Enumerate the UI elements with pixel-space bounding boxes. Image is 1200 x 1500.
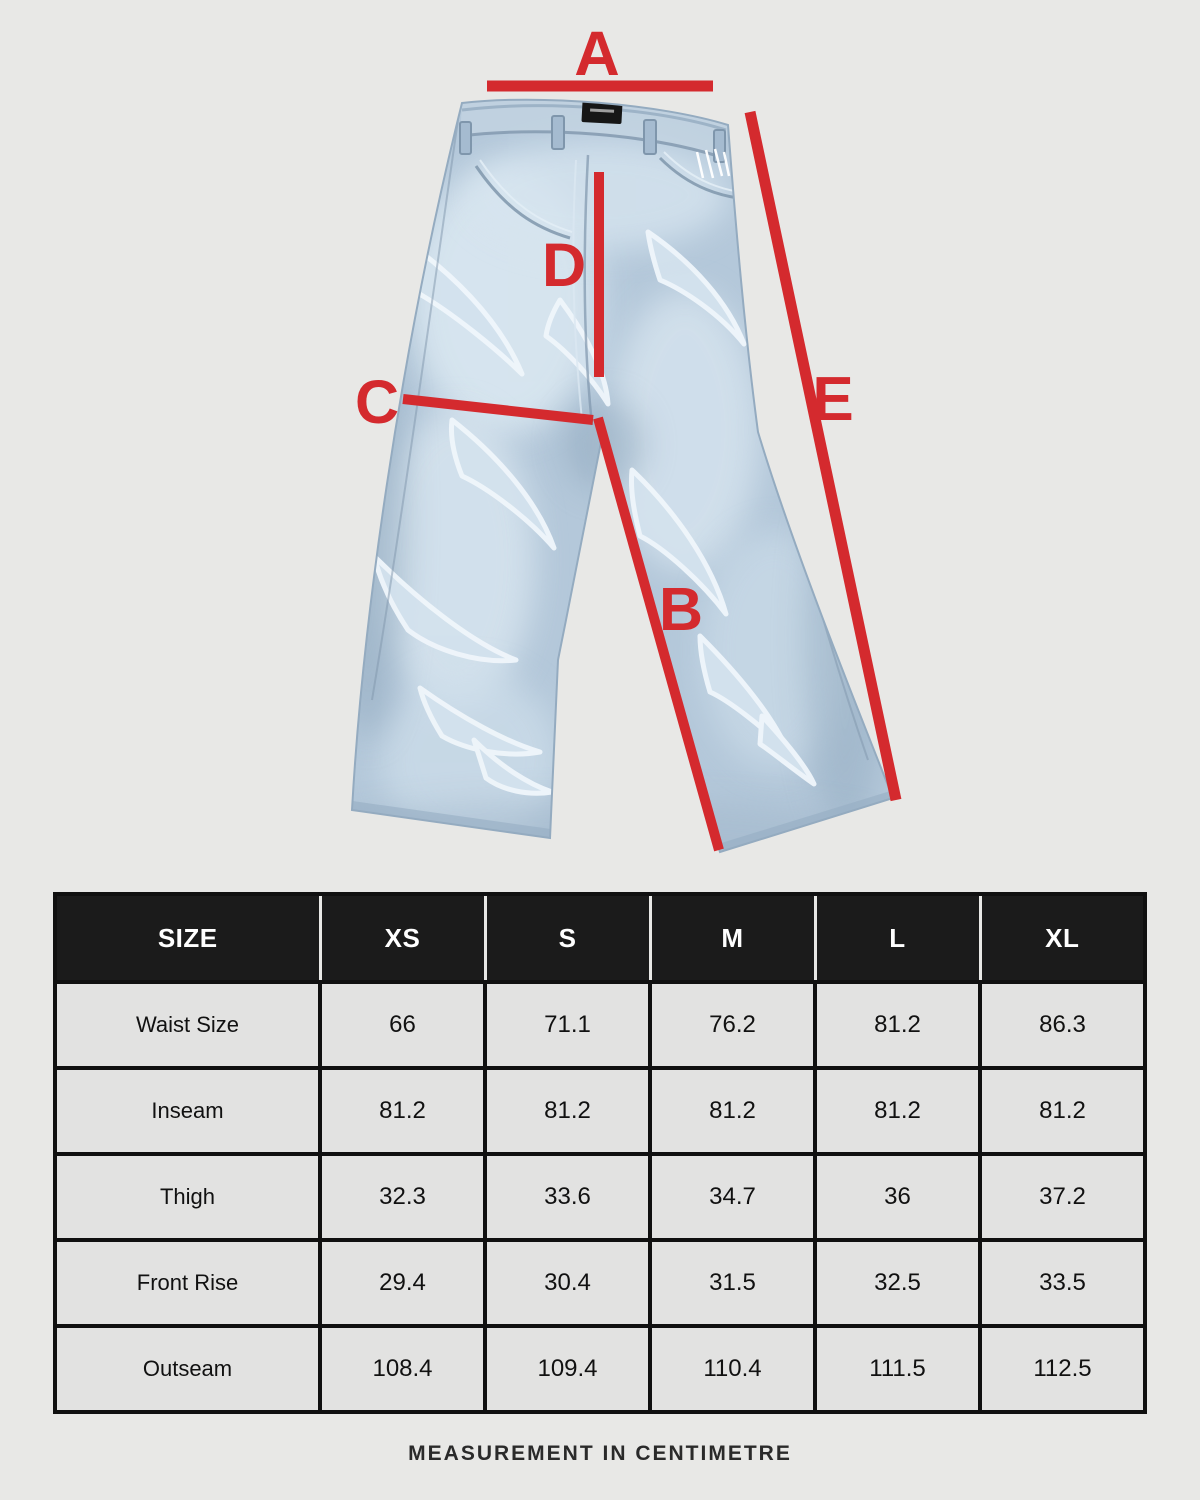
size-table-header-row <box>55 894 1145 982</box>
size-table-header-cell: SIZE <box>55 894 320 982</box>
table-row <box>55 1154 1145 1240</box>
value-cell: 34.7 <box>650 1154 815 1240</box>
value-cell: 71.1 <box>485 982 650 1068</box>
value-cell: 30.4 <box>485 1240 650 1326</box>
size-table-head <box>55 894 1145 982</box>
size-table-body <box>55 982 1145 1412</box>
value-cell: 108.4 <box>320 1326 485 1412</box>
row-label-cell: Front Rise <box>55 1240 320 1326</box>
value-cell: 81.2 <box>320 1068 485 1154</box>
size-table-header-cell: XL <box>980 894 1145 982</box>
value-cell: 81.2 <box>980 1068 1145 1154</box>
value-cell: 76.2 <box>650 982 815 1068</box>
value-cell: 66 <box>320 982 485 1068</box>
measure-label-c: C <box>354 368 400 436</box>
value-cell: 81.2 <box>815 982 980 1068</box>
table-row <box>55 1068 1145 1154</box>
value-cell: 36 <box>815 1154 980 1240</box>
value-cell: 111.5 <box>815 1326 980 1412</box>
row-label-cell: Outseam <box>55 1326 320 1412</box>
measure-label-a: A <box>574 19 620 89</box>
measure-label-d: D <box>541 231 587 299</box>
table-row <box>55 1326 1145 1412</box>
row-label-cell: Waist Size <box>55 982 320 1068</box>
value-cell: 109.4 <box>485 1326 650 1412</box>
row-label-cell: Thigh <box>55 1154 320 1240</box>
size-table-header-cell: M <box>650 894 815 982</box>
measurement-unit-note: MEASUREMENT IN CENTIMETRE <box>408 1442 792 1465</box>
table-row <box>55 1240 1145 1326</box>
value-cell: 32.3 <box>320 1154 485 1240</box>
size-table-header-cell: L <box>815 894 980 982</box>
value-cell: 31.5 <box>650 1240 815 1326</box>
value-cell: 81.2 <box>650 1068 815 1154</box>
size-table <box>53 892 1147 1414</box>
measure-label-e: E <box>812 365 854 434</box>
row-label-cell: Inseam <box>55 1068 320 1154</box>
value-cell: 81.2 <box>815 1068 980 1154</box>
size-table-header-cell: XS <box>320 894 485 982</box>
value-cell: 29.4 <box>320 1240 485 1326</box>
value-cell: 86.3 <box>980 982 1145 1068</box>
measure-label-b: B <box>658 575 704 643</box>
value-cell: 110.4 <box>650 1326 815 1412</box>
size-table-header-cell: S <box>485 894 650 982</box>
size-table-section <box>53 892 1147 1414</box>
value-cell: 37.2 <box>980 1154 1145 1240</box>
value-cell: 81.2 <box>485 1068 650 1154</box>
value-cell: 33.5 <box>980 1240 1145 1326</box>
value-cell: 32.5 <box>815 1240 980 1326</box>
value-cell: 112.5 <box>980 1326 1145 1412</box>
value-cell: 33.6 <box>485 1154 650 1240</box>
table-row <box>55 982 1145 1068</box>
